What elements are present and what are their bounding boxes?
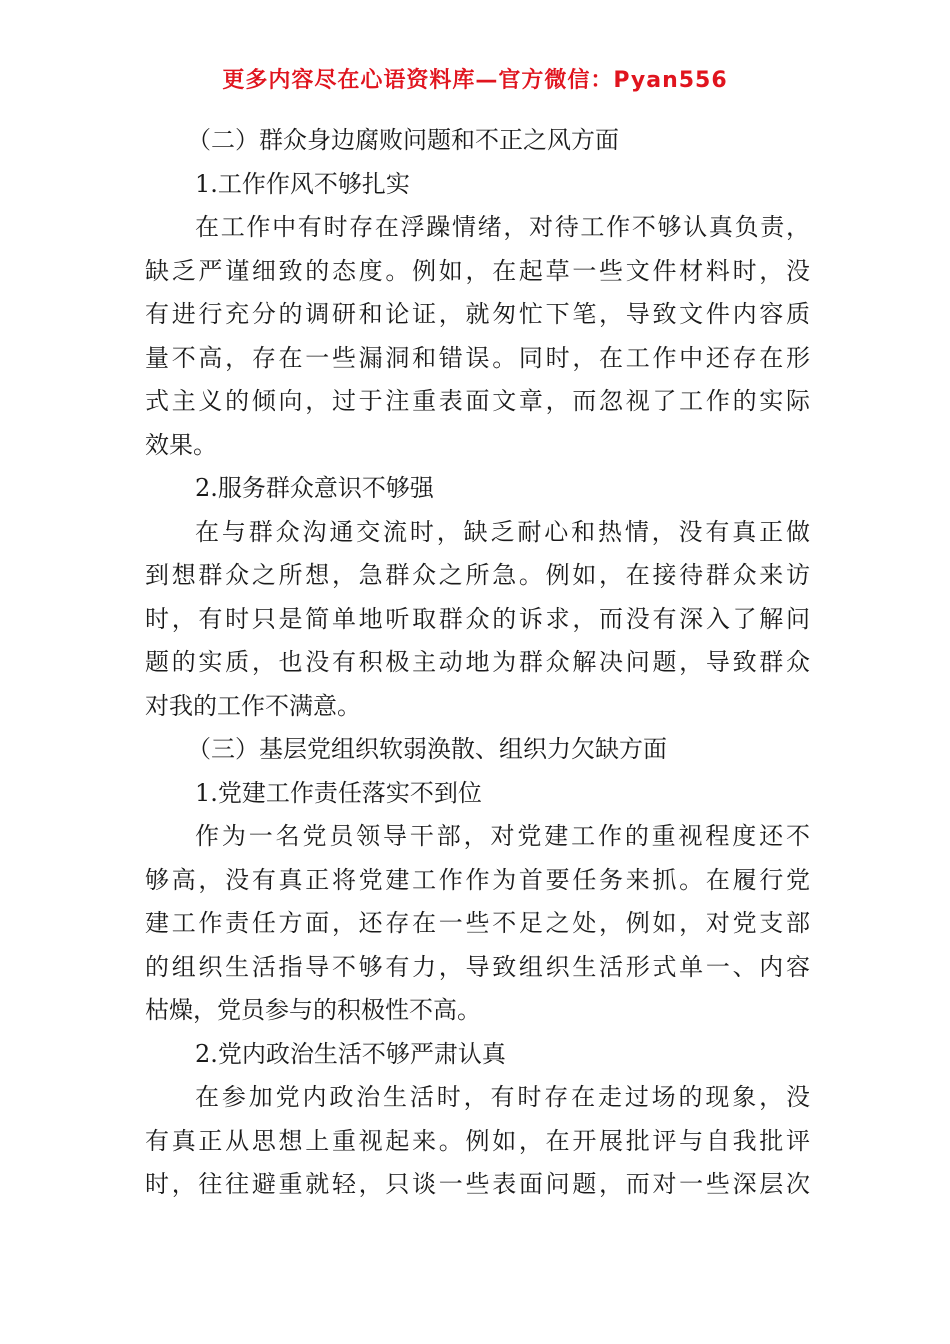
watermark-header: 更多内容尽在心语资料库—官方微信：Pyan556 — [222, 68, 728, 93]
text-line: 在参加党内政治生活时，有时存在走过场的现象，没 — [195, 1083, 810, 1111]
text-line: 2.党内政治生活不够严肃认真 — [195, 1039, 506, 1068]
document-body — [145, 119, 810, 1207]
text-line: 式主义的倾向，过于注重表面文章，而忽视了工作的实际 — [145, 387, 810, 415]
text-line: 的组织生活指导不够有力，导致组织生活形式单一、内容 — [145, 952, 810, 981]
text-line: 对我的工作不满意。 — [145, 691, 361, 720]
text-line: 有真正从思想上重视起来。例如，在开展批评与自我批评 — [145, 1126, 810, 1155]
text-line: 够高，没有真正将党建工作作为首要任务来抓。在履行党 — [145, 865, 810, 894]
text-line: 在与群众沟通交流时，缺乏耐心和热情，没有真正做 — [195, 517, 810, 546]
text-line: 效果。 — [145, 430, 217, 459]
text-line: （二）群众身边腐败问题和不正之风方面 — [187, 126, 619, 154]
text-line: 缺乏严谨细致的态度。例如，在起草一些文件材料时，没 — [145, 256, 810, 285]
text-line: 题的实质，也没有积极主动地为群众解决问题，导致群众 — [145, 648, 810, 676]
text-line: 到想群众之所想，急群众之所急。例如，在接待群众来访 — [145, 561, 810, 589]
text-line: 1.工作作风不够扎实 — [195, 169, 410, 198]
text-line: 量不高，存在一些漏洞和错误。同时，在工作中还存在形 — [145, 343, 810, 372]
text-line: 时，有时只是简单地听取群众的诉求，而没有深入了解问 — [145, 604, 810, 633]
text-line: 有进行充分的调研和论证，就匆忙下笔，导致文件内容质 — [145, 300, 810, 328]
text-line: 1.党建工作责任落实不到位 — [195, 778, 482, 807]
text-line: 在工作中有时存在浮躁情绪，对待工作不够认真负责， — [195, 213, 810, 241]
text-line: （三）基层党组织软弱涣散、组织力欠缺方面 — [187, 735, 667, 763]
text-line: 2.服务群众意识不够强 — [195, 474, 434, 502]
text-line: 建工作责任方面，还存在一些不足之处，例如，对党支部 — [145, 909, 810, 937]
text-line: 枯燥，党员参与的积极性不高。 — [145, 996, 481, 1024]
text-line: 作为一名党员领导干部，对党建工作的重视程度还不 — [195, 822, 810, 850]
text-line: 时，往往避重就轻，只谈一些表面问题，而对一些深层次 — [145, 1170, 810, 1198]
